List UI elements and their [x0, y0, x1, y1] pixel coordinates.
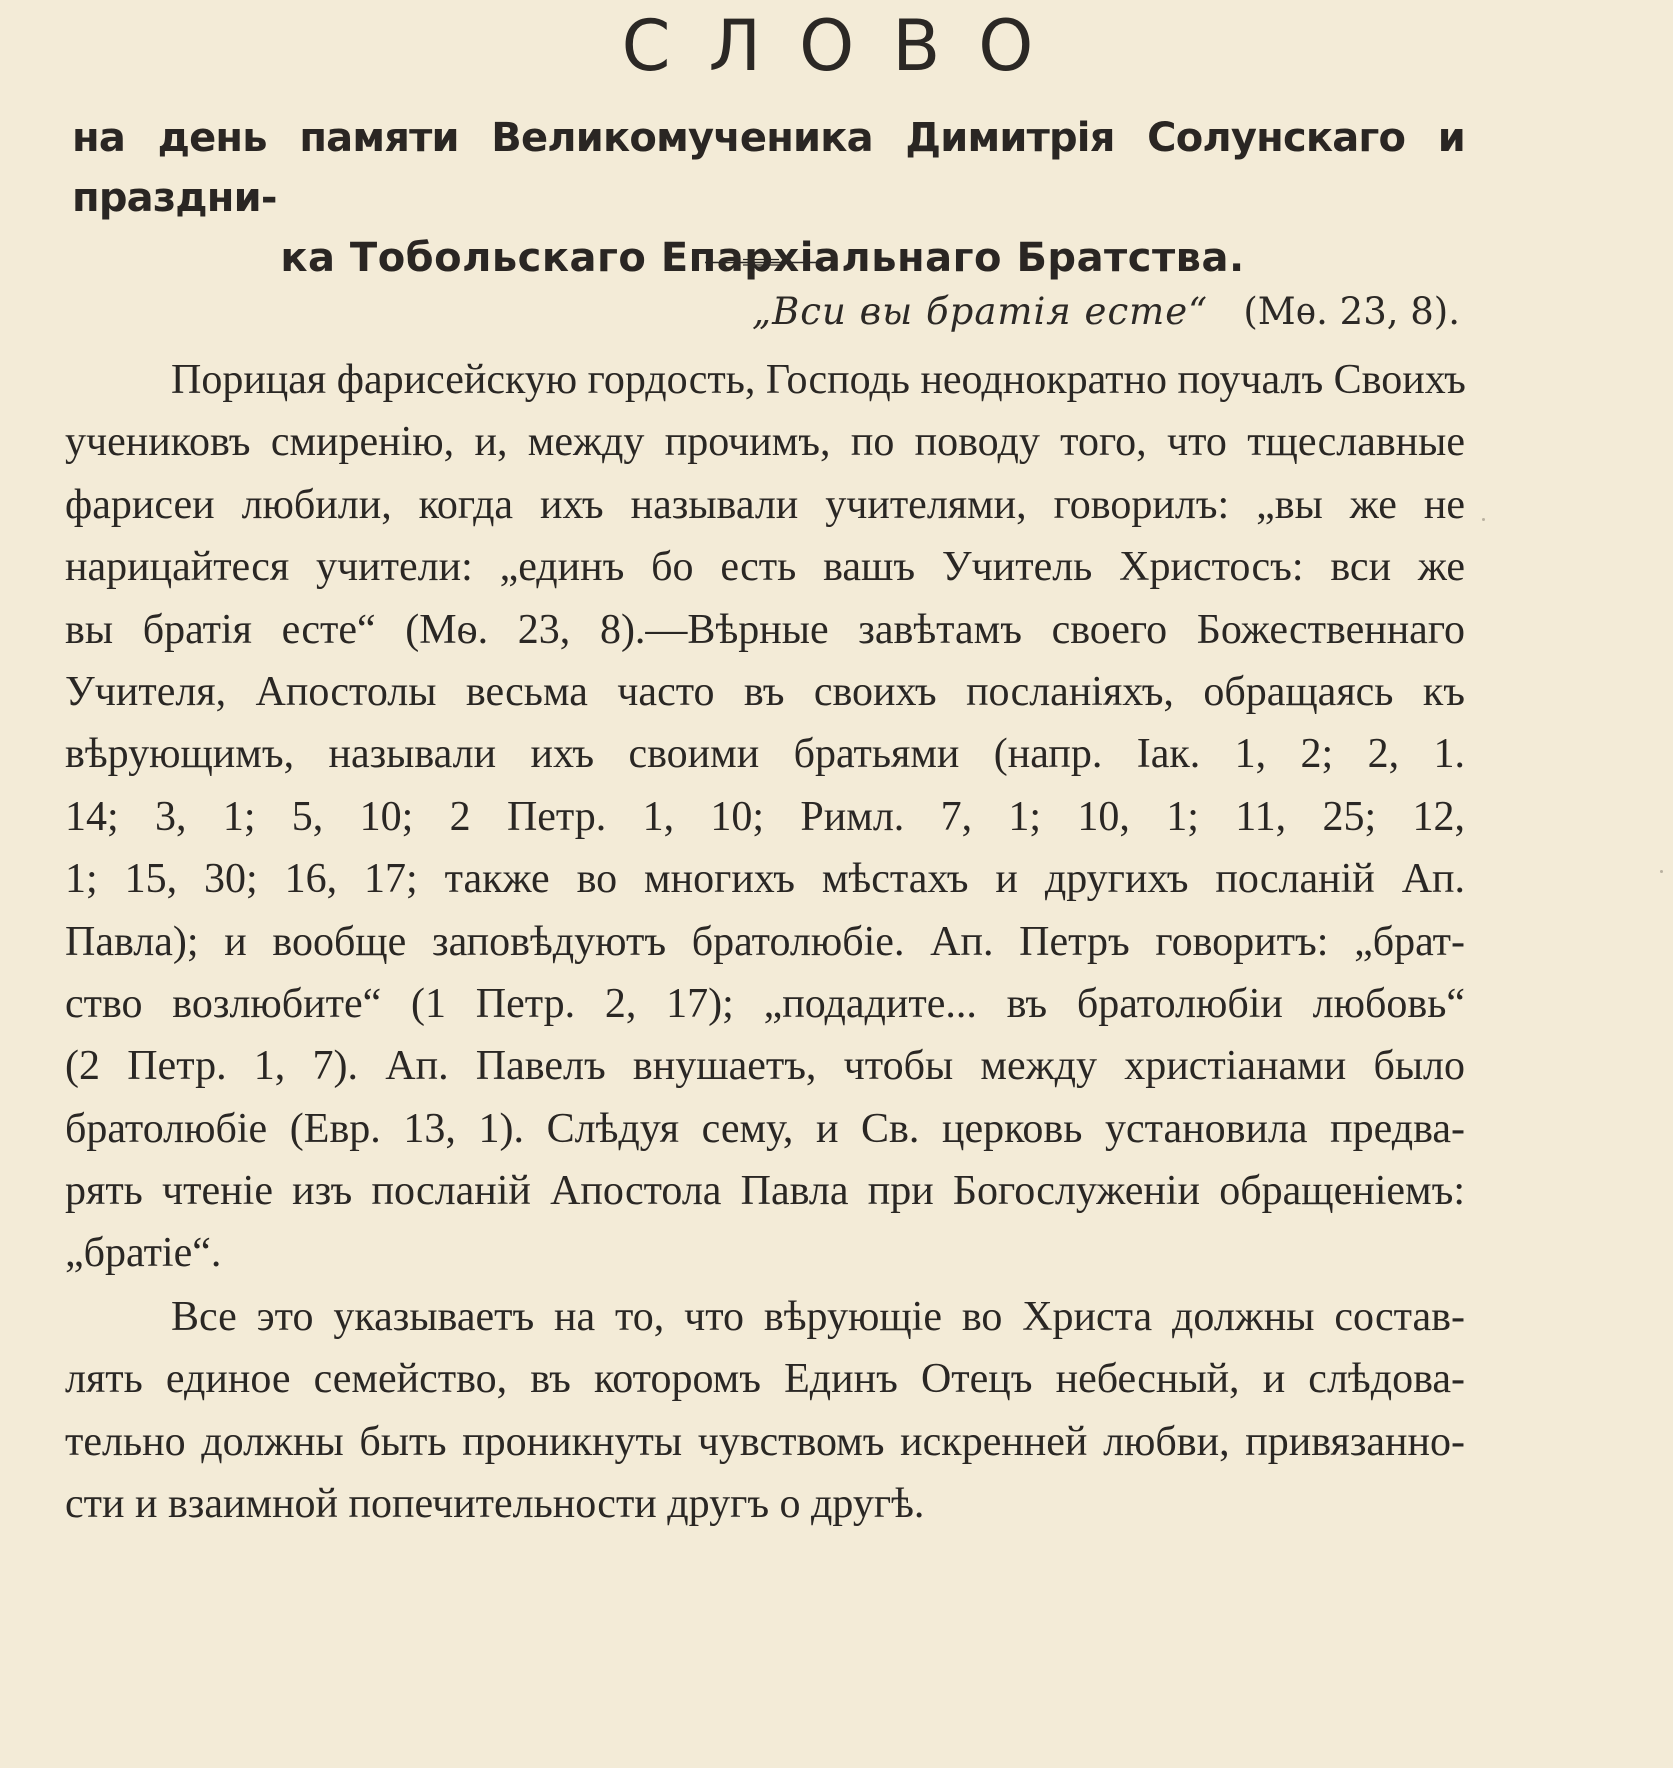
page-title: СЛОВО — [621, 5, 1072, 87]
paragraph — [65, 1286, 1465, 1536]
text-line: лять единое семейство, въ которомъ Единъ Отецъ небесный, и слѣдова- — [65, 1356, 1465, 1403]
text-line: братолюбіе (Евр. 13, 1). Слѣдуя сему, и Св. церковь установила предва- — [65, 1105, 1465, 1152]
paper-speck — [1660, 870, 1663, 873]
text-line: рять чтеніе изъ посланій Апостола Павла при Богослуженіи обращеніемъ: — [65, 1168, 1465, 1215]
ornamental-divider — [705, 258, 817, 266]
text-line: Учителя, Апостолы весьма часто въ своихъ посланіяхъ, обращаясь къ — [65, 668, 1465, 715]
text-line: вѣрующимъ, называли ихъ своими братьями (напр. Іак. 1, 2; 2, 1. — [65, 731, 1465, 778]
text-line: фарисеи любили, когда ихъ называли учителями, говорилъ: „вы же не — [65, 481, 1465, 528]
text-line: Павла); и вообще заповѣдуютъ братолюбіе. Ап. Петръ говоритъ: „брат- — [65, 918, 1465, 965]
subtitle-line: ка Тобольскаго Епархіальнаго Братства. — [280, 235, 1245, 281]
text-line: ство возлюбите“ (1 Петр. 2, 17); „подадите... въ братолюбіи любовь“ — [65, 980, 1465, 1027]
epigraph — [752, 282, 1460, 342]
text-line: вы братія есте“ (Мѳ. 23, 8).—Вѣрные завѣтамъ своего Божественнаго — [65, 606, 1465, 653]
text-line: тельно должны быть проникнуты чувствомъ искренней любви, привязанно- — [65, 1418, 1465, 1465]
text-line: сти и взаимной попечительности другъ о другѣ. — [65, 1481, 925, 1528]
text-line: (2 Петр. 1, 7). Ап. Павелъ внушаетъ, чтобы между христіанами было — [65, 1043, 1465, 1090]
text-line: 1; 15, 30; 16, 17; также во многихъ мѣстахъ и другихъ посланій Ап. — [65, 856, 1465, 903]
text-line: учениковъ смиренію, и, между прочимъ, по поводу того, что тщеславные — [65, 419, 1465, 466]
text-line: Все это указываетъ на то, что вѣрующіе во Христа должны состав- — [171, 1294, 1465, 1340]
text-line: нарицайтеся учители: „единъ бо есть вашъ Учитель Христосъ: вси же — [65, 544, 1465, 591]
text-line: „братіе“. — [65, 1230, 222, 1277]
epigraph-quote: „Вси вы братія есте“ — [751, 290, 1209, 333]
text-line: 14; 3, 1; 5, 10; 2 Петр. 1, 10; Римл. 7, 1; 10, 1; 11, 25; 12, — [65, 793, 1465, 840]
subtitle-line: на день памяти Великомученика Димитрія Солунскаго и праздни- — [72, 115, 1465, 221]
paper-speck — [1482, 518, 1485, 521]
text-line: Порицая фарисейскую гордость, Господь неоднократно поучалъ Своихъ — [171, 357, 1466, 403]
paragraph — [65, 349, 1465, 1285]
epigraph-reference: (Мѳ. 23, 8). — [1243, 290, 1460, 333]
